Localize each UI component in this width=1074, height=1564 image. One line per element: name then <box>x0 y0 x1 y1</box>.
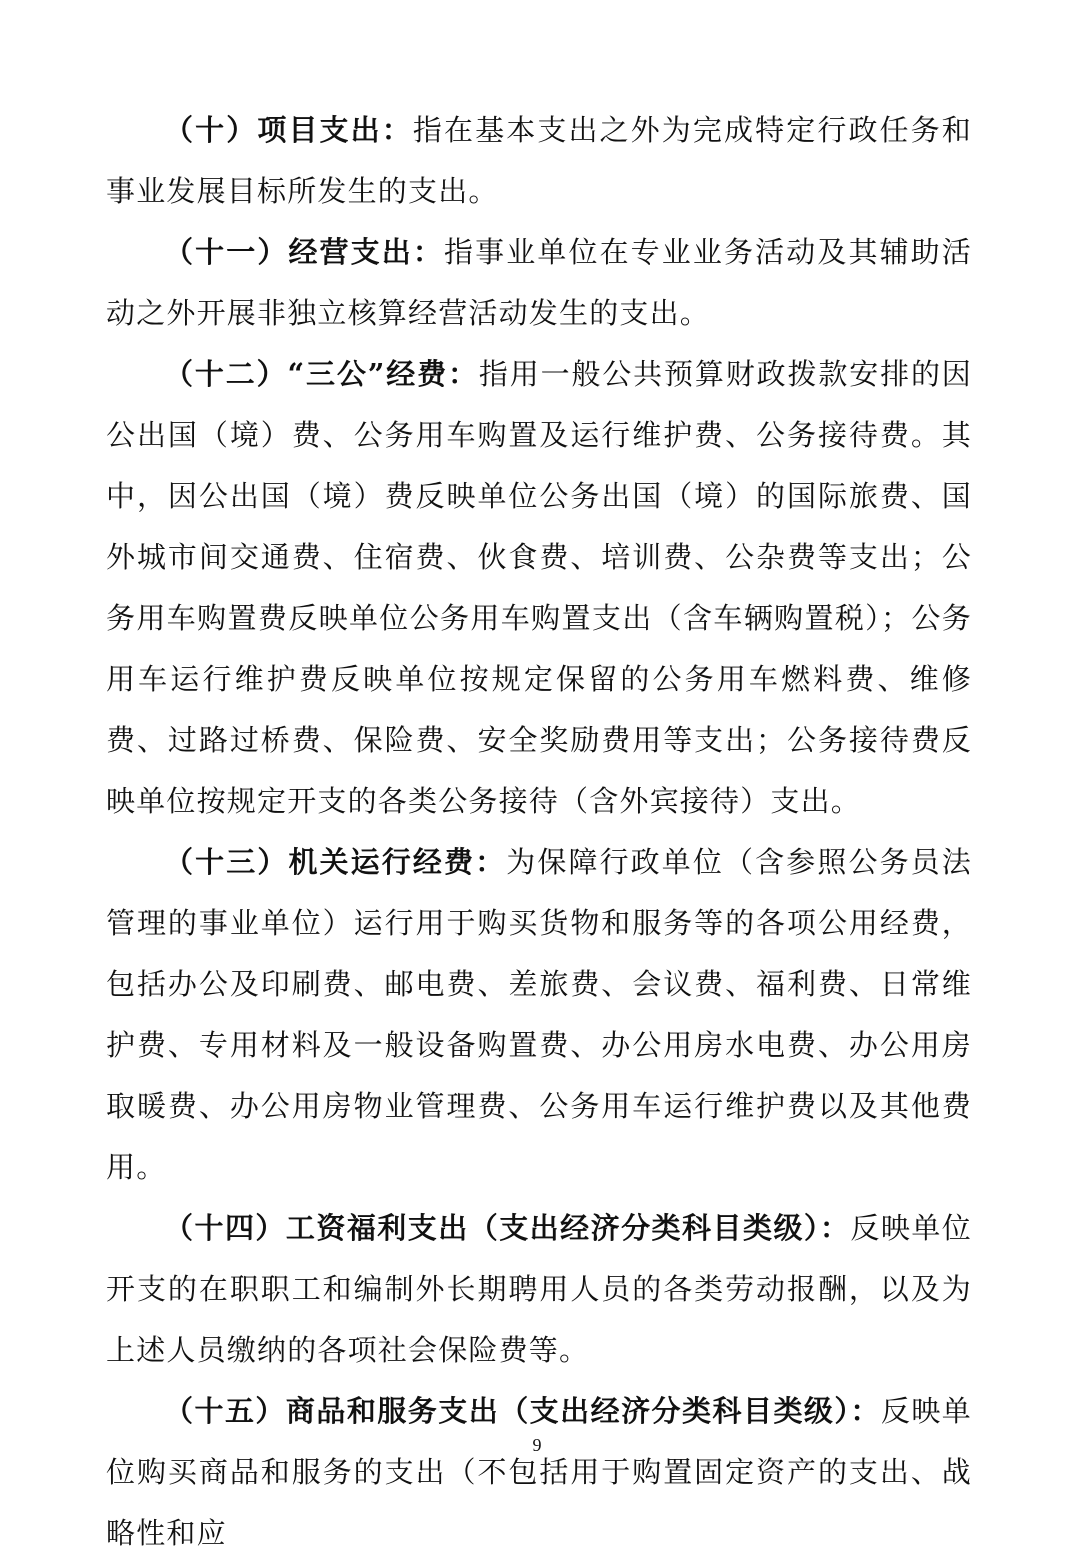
term-heading: （十一）经营支出： <box>164 235 445 269</box>
term-heading: （十四）工资福利支出（支出经济分类科目类级）： <box>164 1211 851 1245</box>
paragraph-project-expenditure <box>106 100 972 222</box>
paragraph-three-public-expenses <box>106 344 972 832</box>
paragraph-operating-expenditure <box>106 222 972 344</box>
paragraph-text: 指用一般公共预算财政拨款安排的因公出国（境）费、公务用车购置及运行维护费、公务接待费。其中，因公出国（境）费反映单位公务出国（境）的国际旅费、国外城市间交通费、住宿费、伙食费、培训费、公杂费等支出；公务用车购置费反映单位公务用车购置支出（含车辆购置税）；公务用车运行维护费反映单位按规定保留的公务用车燃料费、维修费、过路过桥费、保险费、安全奖励费用等支出；公务接待费反映单位按规定开支的各类公务接待（含外宾接待）支出。 <box>106 357 973 818</box>
page-number: 9 <box>532 1435 542 1455</box>
paragraph-text: 反映单位开支的在职职工和编制外长期聘用人员的各类劳动报酬，以及为上述人员缴纳的各项社会保险费等。 <box>106 1211 972 1367</box>
term-heading: （十三）机关运行经费： <box>164 845 507 879</box>
paragraph-text: 反映单位购买商品和服务的支出（不包括用于购置固定资产的支出、战略性和应 <box>106 1394 972 1550</box>
paragraph-text: 为保障行政单位（含参照公务员法管理的事业单位）运行用于购买货物和服务等的各项公用经费，包括办公及印刷费、邮电费、差旅费、会议费、福利费、日常维护费、专用材料及一般设备购置费、办公用房水电费、办公用房取暖费、办公用房物业管理费、公务用车运行维护费以及其他费用。 <box>106 845 972 1184</box>
term-heading: （十二）“三公”经费： <box>164 357 479 391</box>
paragraph-agency-operating-funds <box>106 832 972 1198</box>
term-heading: （十五）商品和服务支出（支出经济分类科目类级）： <box>164 1394 881 1428</box>
term-heading: （十）项目支出： <box>164 113 413 147</box>
paragraph-text: 指在基本支出之外为完成特定行政任务和事业发展目标所发生的支出。 <box>106 113 972 208</box>
paragraph-wages-welfare <box>106 1198 972 1381</box>
paragraph-goods-services <box>106 1381 972 1564</box>
document-body <box>106 100 972 1564</box>
paragraph-text: 指事业单位在专业业务活动及其辅助活动之外开展非独立核算经营活动发生的支出。 <box>106 235 972 330</box>
